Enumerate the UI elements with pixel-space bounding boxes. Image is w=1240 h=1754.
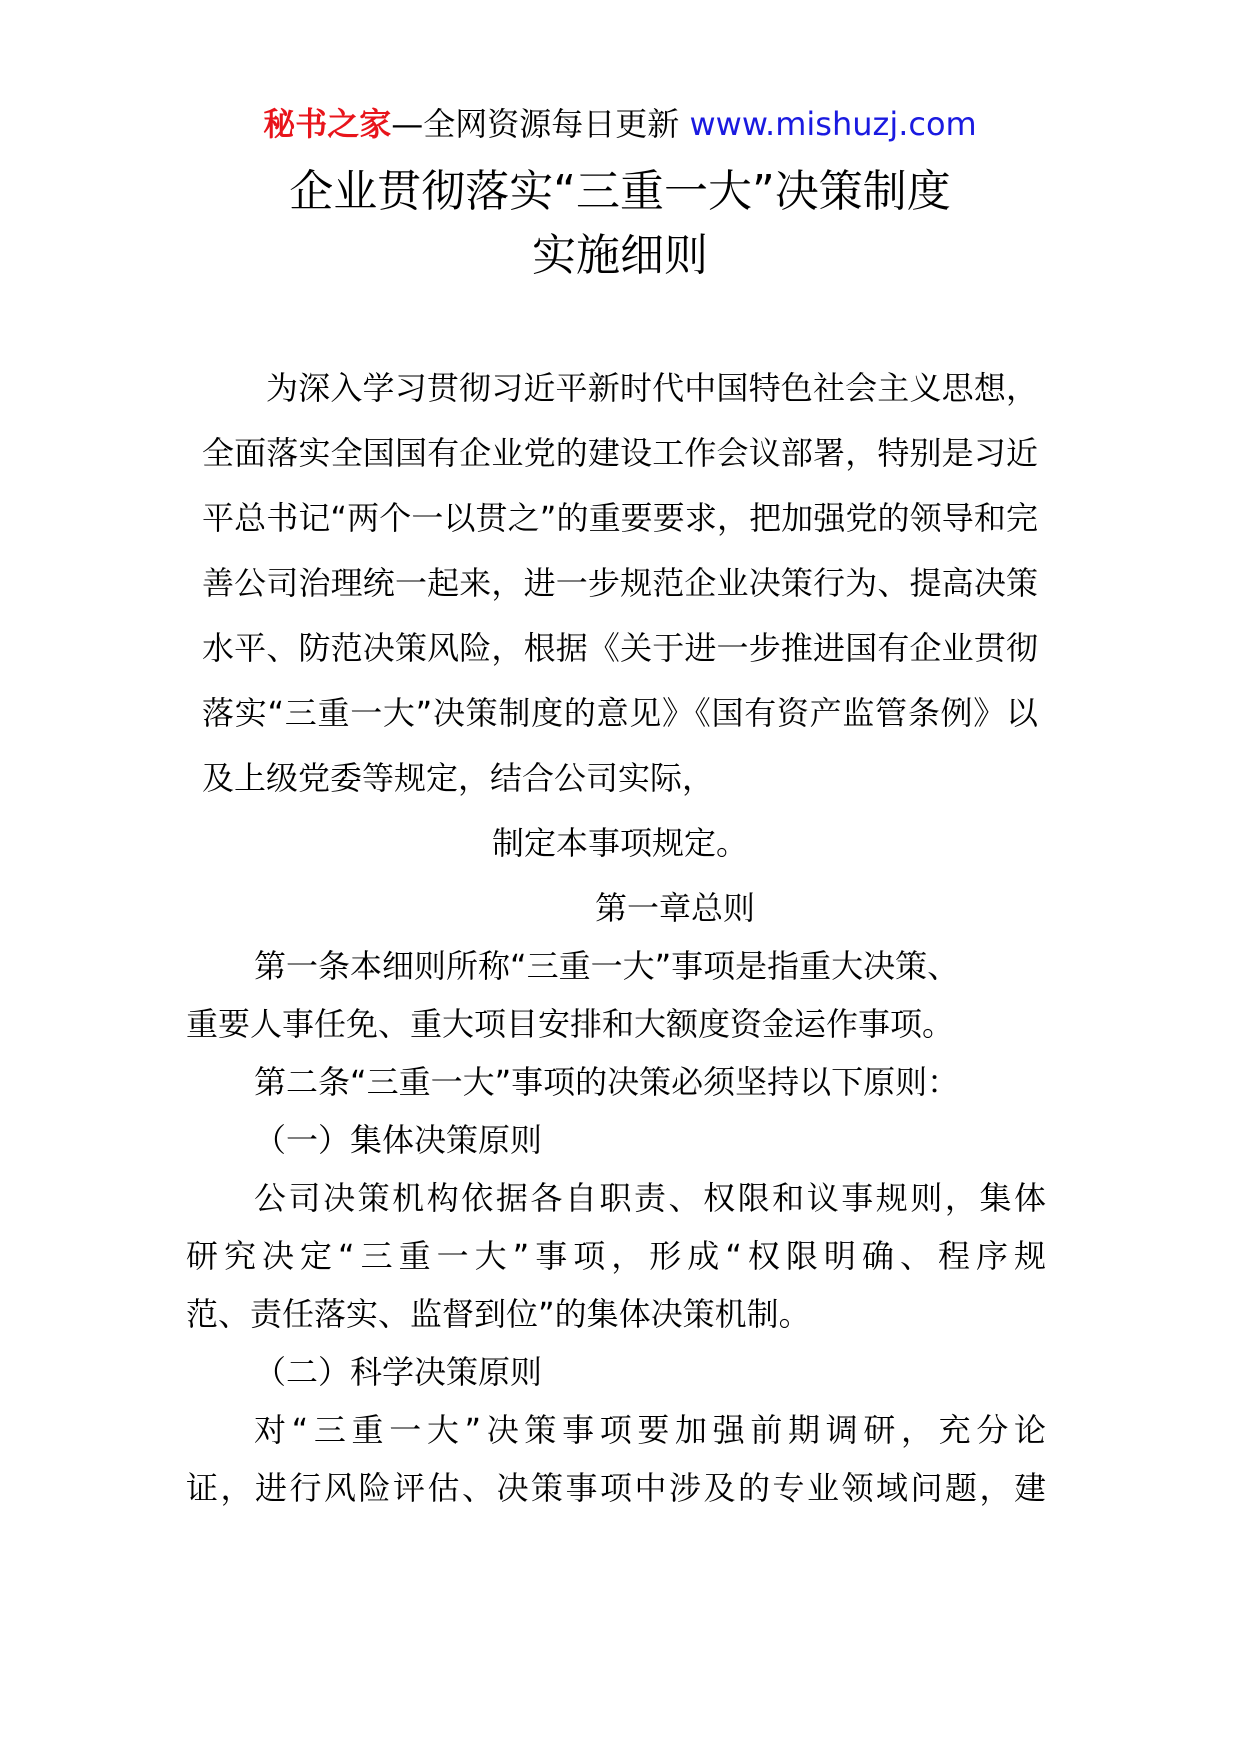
article-1-line-1: 第一条本细则所称“三重一大”事项是指重大决策、 <box>254 947 960 985</box>
principle-1-line-2: 研究决定“三重一大”事项，形成“权限明确、程序规 <box>186 1237 1046 1275</box>
principle-2-heading: （二）科学决策原则 <box>254 1353 543 1391</box>
intro-paragraph: 为深入学习贯彻习近平新时代中国特色社会主义思想，全面落实全国国有企业党的建设工作会议部署，特别是习近平总书记“两个一以贯之”的重要要求，把加强党的领导和完善公司治理统一起来，进一步规范企业决策行为、提高决策水平、防范决策风险，根据《关于进一步推进国有企业贯彻落实“三重一大”决策制度的意见》《国有资产监管条例》以及上级党委等规定，结合公司实际， <box>202 369 1038 797</box>
document-title: 企业贯彻落实“三重一大”决策制度 <box>289 166 951 217</box>
document-subtitle: 实施细则 <box>532 230 708 281</box>
principle-1-heading: （一）集体决策原则 <box>254 1121 543 1159</box>
intro-last-line: 制定本事项规定。 <box>491 824 748 862</box>
article-1-line-2: 重要人事任免、重大项目安排和大额度资金运作事项。 <box>186 1005 955 1043</box>
principle-2-line-1: 对“三重一大”决策事项要加强前期调研，充分论 <box>254 1411 1046 1449</box>
chapter-heading: 第一章总则 <box>594 889 755 927</box>
header-slogan: —全网资源每日更新 <box>391 105 690 143</box>
article-2: 第二条“三重一大”事项的决策必须坚持以下原则： <box>254 1063 960 1101</box>
site-url-link[interactable]: www.mishuzj.com <box>689 105 977 143</box>
site-header <box>0 100 1240 148</box>
brand-name: 秘书之家 <box>263 105 392 143</box>
principle-2-line-2: 证，进行风险评估、决策事项中涉及的专业领域问题，建 <box>186 1469 1046 1507</box>
principle-1-line-3: 范、责任落实、监督到位”的集体决策机制。 <box>186 1295 811 1333</box>
principle-1-line-1: 公司决策机构依据各自职责、权限和议事规则，集体 <box>254 1179 1046 1217</box>
